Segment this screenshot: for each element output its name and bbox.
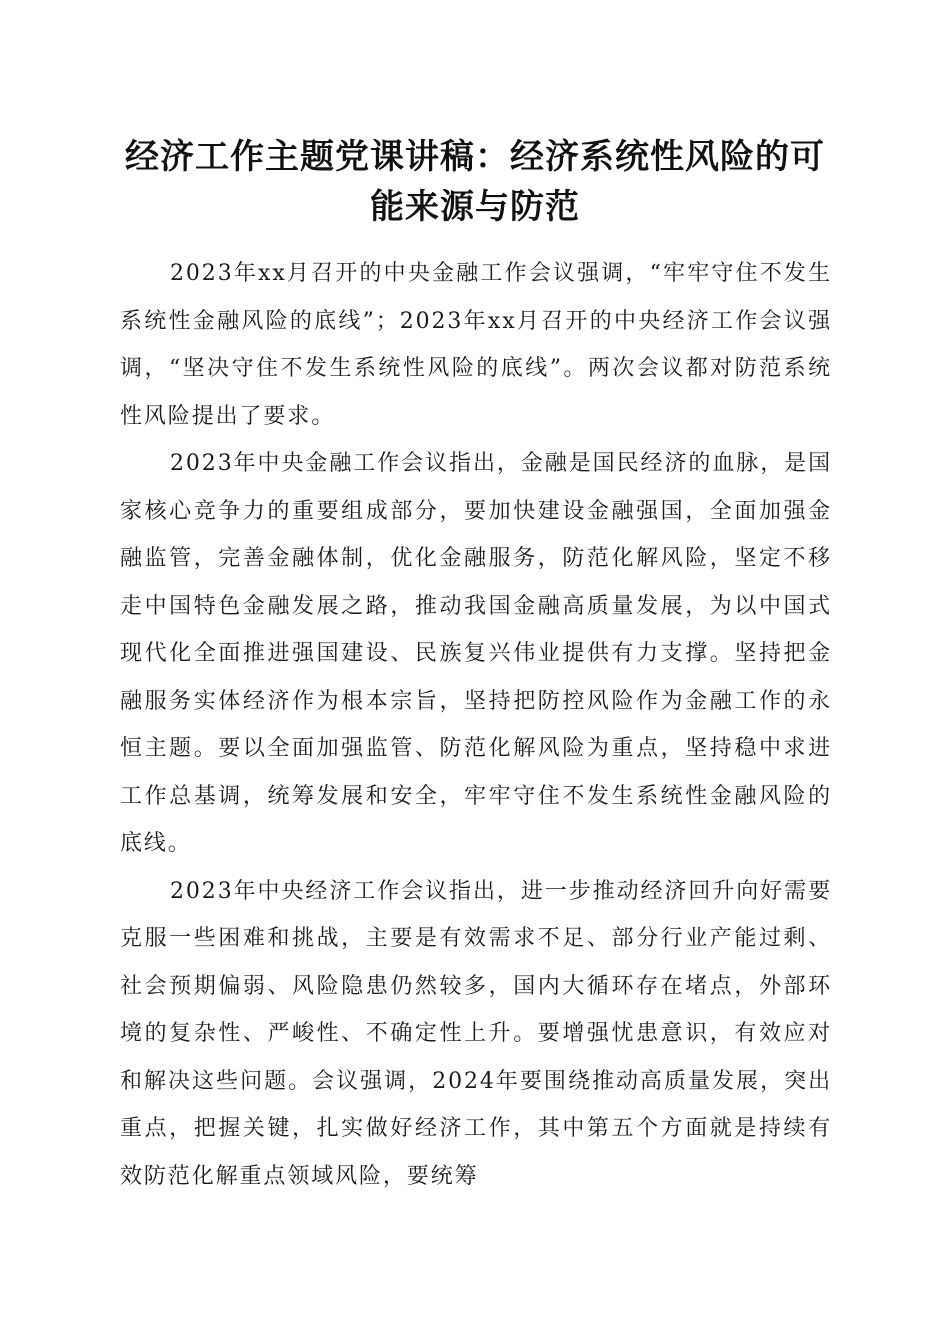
- document-body: [120, 250, 832, 1200]
- paragraph-3: 2023年中央经济工作会议指出，进一步推动经济回升向好需要克服一些困难和挑战，主要是有效需求不足、部分行业产能过剩、社会预期偏弱、风险隐患仍然较多，国内大循环存在堵点，外部环境的复杂性、严峻性、不确定性上升。要增强忧患意识，有效应对和解决这些问题。会议强调，2024年要围绕推动高质量发展，突出重点，把握关键，扎实做好经济工作，其中第五个方面就是持续有效防范化解重点领域风险，要统筹: [120, 878, 832, 1189]
- paragraph-2: 2023年中央金融工作会议指出，金融是国民经济的血脉，是国家核心竞争力的重要组成部分，要加快建设金融强国，全面加强金融监管，完善金融体制，优化金融服务，防范化解风险，坚定不移走中国特色金融发展之路，推动我国金融高质量发展，为以中国式现代化全面推进强国建设、民族复兴伟业提供有力支撑。坚持把金融服务实体经济作为根本宗旨，坚持把防控风险作为金融工作的永恒主题。要以全面加强监管、防范化解风险为重点，坚持稳中求进工作总基调，统筹发展和安全，牢牢守住不发生系统性金融风险的底线。: [120, 451, 832, 856]
- paragraph-1: 2023年xx月召开的中央金融工作会议强调，“牢牢守住不发生系统性金融风险的底线”；2023年xx月召开的中央经济工作会议强调，“坚决守住不发生系统性风险的底线”。两次会议都对防范系统性风险提出了要求。: [120, 261, 832, 429]
- document-title: 经济工作主题党课讲稿：经济系统性风险的可能来源与防范: [125, 137, 825, 227]
